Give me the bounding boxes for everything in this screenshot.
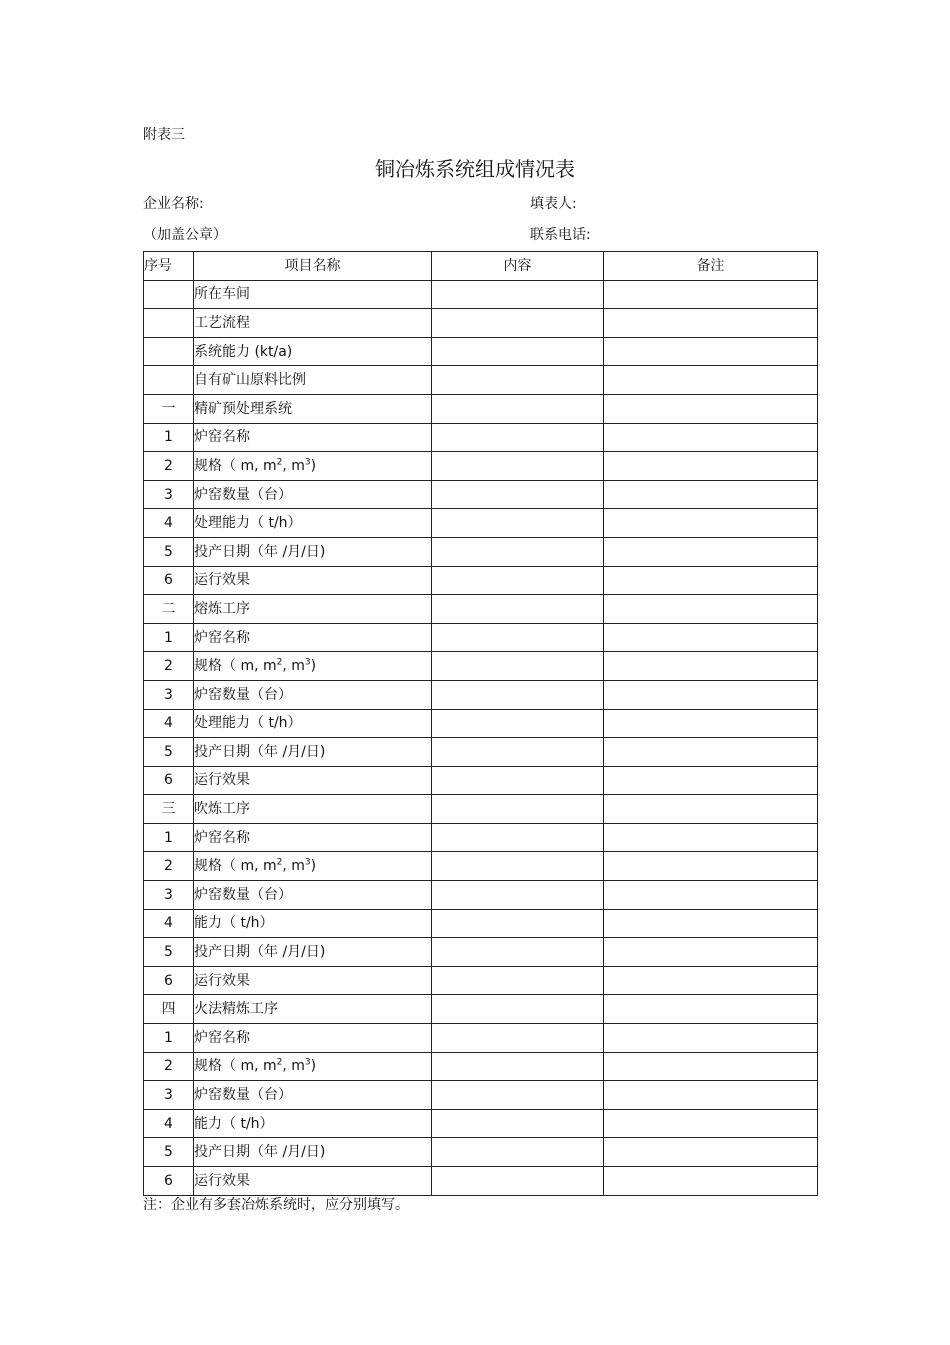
table-row: [144, 1167, 818, 1196]
table-row: [144, 881, 818, 910]
phone-label: 联系电话:: [530, 227, 591, 243]
row-item-name: 炉窑数量（台）: [194, 1081, 432, 1110]
remarks-cell[interactable]: [604, 480, 818, 509]
header-item-name: 项目名称: [194, 252, 432, 281]
content-cell[interactable]: [432, 537, 604, 566]
table-row: [144, 909, 818, 938]
content-cell[interactable]: [432, 938, 604, 967]
header-content: 内容: [432, 252, 604, 281]
row-number: 3: [144, 680, 194, 709]
remarks-cell[interactable]: [604, 1109, 818, 1138]
table-row: [144, 394, 818, 423]
row-number: [144, 337, 194, 366]
content-cell[interactable]: [432, 1138, 604, 1167]
remarks-cell[interactable]: [604, 337, 818, 366]
row-item-name: 所在车间: [194, 280, 432, 309]
remarks-cell[interactable]: [604, 709, 818, 738]
row-item-name: 运行效果: [194, 1167, 432, 1196]
table-row: [144, 823, 818, 852]
table-header-row: [144, 252, 818, 281]
row-number: 1: [144, 423, 194, 452]
remarks-cell[interactable]: [604, 566, 818, 595]
remarks-cell[interactable]: [604, 423, 818, 452]
table-row: [144, 280, 818, 309]
remarks-cell[interactable]: [604, 452, 818, 481]
row-number: 5: [144, 537, 194, 566]
row-number: 5: [144, 938, 194, 967]
smelting-system-table: [143, 251, 818, 1196]
row-item-name: 能力（ t/h）: [194, 909, 432, 938]
remarks-cell[interactable]: [604, 280, 818, 309]
row-item-name: 炉窑数量（台）: [194, 680, 432, 709]
row-number: [144, 366, 194, 395]
row-number: 3: [144, 480, 194, 509]
row-number: 1: [144, 623, 194, 652]
table-row: [144, 509, 818, 538]
table-body: [144, 280, 818, 1195]
table-row: [144, 852, 818, 881]
remarks-cell[interactable]: [604, 766, 818, 795]
row-item-name: 运行效果: [194, 766, 432, 795]
content-cell[interactable]: [432, 337, 604, 366]
row-item-name: 系统能力 (kt/a): [194, 337, 432, 366]
content-cell[interactable]: [432, 881, 604, 910]
appendix-label: 附表三: [143, 127, 185, 143]
content-cell[interactable]: [432, 1109, 604, 1138]
remarks-cell[interactable]: [604, 509, 818, 538]
remarks-cell[interactable]: [604, 966, 818, 995]
remarks-cell[interactable]: [604, 652, 818, 681]
row-item-name: 吹炼工序: [194, 795, 432, 824]
table-row: [144, 766, 818, 795]
row-number: 6: [144, 566, 194, 595]
row-item-name: 精矿预处理系统: [194, 394, 432, 423]
table-row: [144, 1138, 818, 1167]
row-item-name: 规格（ m, $m^2$, $m^3$): [194, 452, 432, 481]
content-cell[interactable]: [432, 909, 604, 938]
content-cell[interactable]: [432, 366, 604, 395]
table-row: [144, 795, 818, 824]
table-row: [144, 1081, 818, 1110]
row-item-name: 处理能力（ t/h）: [194, 509, 432, 538]
remarks-cell[interactable]: [604, 623, 818, 652]
content-cell[interactable]: [432, 423, 604, 452]
row-item-name: 炉窑数量（台）: [194, 480, 432, 509]
remarks-cell[interactable]: [604, 595, 818, 624]
row-number: 1: [144, 823, 194, 852]
table-row: [144, 423, 818, 452]
table-row: [144, 709, 818, 738]
remarks-cell[interactable]: [604, 1081, 818, 1110]
header-remarks: 备注: [604, 252, 818, 281]
row-number: 3: [144, 1081, 194, 1110]
table-row: [144, 938, 818, 967]
row-number: 2: [144, 1052, 194, 1081]
row-number: 四: [144, 995, 194, 1024]
row-number: 二: [144, 595, 194, 624]
table-row: [144, 595, 818, 624]
table-row: [144, 452, 818, 481]
table-row: [144, 966, 818, 995]
table-row: [144, 652, 818, 681]
table-row: [144, 1052, 818, 1081]
remarks-cell[interactable]: [604, 1167, 818, 1196]
row-item-name: 炉窑数量（台）: [194, 881, 432, 910]
table-row: [144, 1109, 818, 1138]
row-number: 4: [144, 909, 194, 938]
remarks-cell[interactable]: [604, 1052, 818, 1081]
table-row: [144, 738, 818, 767]
row-number: [144, 309, 194, 338]
remarks-cell[interactable]: [604, 309, 818, 338]
table-row: [144, 680, 818, 709]
row-item-name: 炉窑名称: [194, 423, 432, 452]
row-number: 6: [144, 966, 194, 995]
table-row: [144, 995, 818, 1024]
row-item-name: 炉窑名称: [194, 1024, 432, 1053]
content-cell[interactable]: [432, 623, 604, 652]
content-cell[interactable]: [432, 852, 604, 881]
row-number: 1: [144, 1024, 194, 1053]
content-cell[interactable]: [432, 1167, 604, 1196]
row-number: 2: [144, 852, 194, 881]
content-cell[interactable]: [432, 680, 604, 709]
table-row: [144, 480, 818, 509]
row-number: 2: [144, 652, 194, 681]
company-name-label: 企业名称:: [143, 196, 204, 212]
content-cell[interactable]: [432, 566, 604, 595]
remarks-cell[interactable]: [604, 881, 818, 910]
content-cell[interactable]: [432, 595, 604, 624]
content-cell[interactable]: [432, 823, 604, 852]
row-number: [144, 280, 194, 309]
content-cell[interactable]: [432, 1024, 604, 1053]
form-title: 铜冶炼系统组成情况表: [375, 157, 575, 181]
remarks-cell[interactable]: [604, 366, 818, 395]
content-cell[interactable]: [432, 394, 604, 423]
row-item-name: 炉窑名称: [194, 623, 432, 652]
row-number: 5: [144, 738, 194, 767]
table-row: [144, 537, 818, 566]
row-item-name: 熔炼工序: [194, 595, 432, 624]
row-number: 4: [144, 1109, 194, 1138]
table-row: [144, 1024, 818, 1053]
header-no: 序号: [144, 252, 194, 281]
remarks-cell[interactable]: [604, 738, 818, 767]
row-item-name: 规格（ m, $m^2$, $m^3$): [194, 652, 432, 681]
content-cell[interactable]: [432, 1052, 604, 1081]
remarks-cell[interactable]: [604, 1138, 818, 1167]
content-cell[interactable]: [432, 1081, 604, 1110]
row-number: 6: [144, 1167, 194, 1196]
row-item-name: 运行效果: [194, 566, 432, 595]
content-cell[interactable]: [432, 795, 604, 824]
row-item-name: 投产日期（年 /月/日): [194, 738, 432, 767]
row-number: 一: [144, 394, 194, 423]
row-item-name: 工艺流程: [194, 309, 432, 338]
row-number: 2: [144, 452, 194, 481]
row-item-name: 投产日期（年 /月/日): [194, 537, 432, 566]
remarks-cell[interactable]: [604, 938, 818, 967]
row-number: 三: [144, 795, 194, 824]
row-number: 6: [144, 766, 194, 795]
row-item-name: 火法精炼工序: [194, 995, 432, 1024]
row-number: 5: [144, 1138, 194, 1167]
row-item-name: 处理能力（ t/h）: [194, 709, 432, 738]
content-cell[interactable]: [432, 652, 604, 681]
table-row: [144, 309, 818, 338]
filler-label: 填表人:: [530, 196, 577, 212]
seal-label: （加盖公章）: [143, 227, 227, 243]
remarks-cell[interactable]: [604, 909, 818, 938]
row-number: 4: [144, 709, 194, 738]
row-item-name: 自有矿山原料比例: [194, 366, 432, 395]
content-cell[interactable]: [432, 480, 604, 509]
remarks-cell[interactable]: [604, 680, 818, 709]
table-row: [144, 566, 818, 595]
content-cell[interactable]: [432, 452, 604, 481]
content-cell[interactable]: [432, 966, 604, 995]
row-item-name: 规格（ m, $m^2$, $m^3$): [194, 852, 432, 881]
content-cell[interactable]: [432, 709, 604, 738]
remarks-cell[interactable]: [604, 1024, 818, 1053]
remarks-cell[interactable]: [604, 823, 818, 852]
remarks-cell[interactable]: [604, 537, 818, 566]
remarks-cell[interactable]: [604, 995, 818, 1024]
row-item-name: 投产日期（年 /月/日): [194, 1138, 432, 1167]
content-cell[interactable]: [432, 995, 604, 1024]
content-cell[interactable]: [432, 309, 604, 338]
row-item-name: 规格（ m, $m^2$, $m^3$): [194, 1052, 432, 1081]
row-item-name: 投产日期（年 /月/日): [194, 938, 432, 967]
footer-note: 注：企业有多套冶炼系统时，应分别填写。: [143, 1197, 409, 1213]
content-cell[interactable]: [432, 509, 604, 538]
row-item-name: 炉窑名称: [194, 823, 432, 852]
content-cell[interactable]: [432, 280, 604, 309]
table-row: [144, 337, 818, 366]
row-number: 4: [144, 509, 194, 538]
row-number: 3: [144, 881, 194, 910]
row-item-name: 能力（ t/h）: [194, 1109, 432, 1138]
table-row: [144, 623, 818, 652]
remarks-cell[interactable]: [604, 394, 818, 423]
content-cell[interactable]: [432, 738, 604, 767]
table-row: [144, 366, 818, 395]
remarks-cell[interactable]: [604, 852, 818, 881]
remarks-cell[interactable]: [604, 795, 818, 824]
row-item-name: 运行效果: [194, 966, 432, 995]
content-cell[interactable]: [432, 766, 604, 795]
